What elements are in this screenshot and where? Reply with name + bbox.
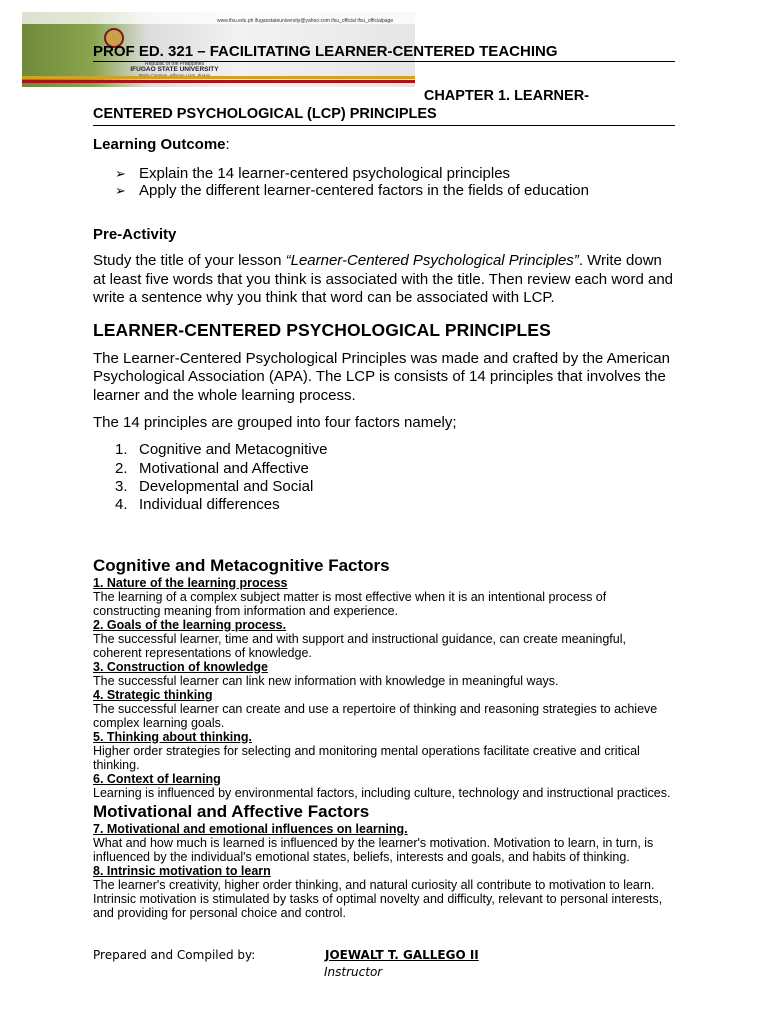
list-number: 3. [115, 477, 128, 495]
principle-title: 5. Thinking about thinking. [93, 729, 253, 744]
principle-title: 8. Intrinsic motivation to learn [93, 863, 271, 878]
principle-body: The successful learner can create and use a repertoire of thinking and reasoning strategies to achieve complex learning goals. [93, 701, 658, 730]
main-heading: LEARNER-CENTERED PSYCHOLOGICAL PRINCIPLES [93, 320, 551, 341]
list-item [93, 478, 677, 496]
principle-title: 7. Motivational and emotional influences on learning. [93, 821, 408, 836]
list-item [93, 460, 677, 478]
arrow-bullet-icon: ➢ [115, 183, 126, 199]
banner-red-bar [22, 80, 415, 83]
learning-outcome-label: Learning Outcome [93, 136, 226, 153]
principle-body: Higher order strategies for selecting and monitoring mental operations facilitate creative and critical thinking. [93, 743, 640, 772]
principle-body: What and how much is learned is influenced by the learner's motivation. Motivation to learn, in turn, is influenced by the individual's emotional states, beliefs, interests and goals, and habits of thinking. [93, 835, 654, 864]
chapter-title-line2: CENTERED PSYCHOLOGICAL (LCP) PRINCIPLES [93, 106, 437, 122]
principle-body: The successful learner can link new information with knowledge in meaningful ways. [93, 673, 559, 688]
principle-title: 1. Nature of the learning process [93, 575, 288, 590]
factor-label: Individual differences [139, 496, 280, 514]
principle-title: 2. Goals of the learning process. [93, 617, 287, 632]
banner-contacts: www.ifsu.edu.ph ifugaostateuniversity@yahoo.com ifsu_official ifsu_officialpage [217, 18, 394, 24]
arrow-bullet-icon: ➢ [115, 166, 126, 182]
list-number: 4. [115, 496, 128, 514]
prepared-by-label: Prepared and Compiled by: [93, 948, 256, 962]
factor-label: Motivational and Affective [139, 459, 309, 477]
instructor-name: JOEWALT T. GALLEGO II [325, 948, 479, 962]
factors-list [93, 441, 677, 514]
pre-activity-text-start: Study the title of your lesson [93, 252, 286, 270]
principle-body: Learning is influenced by environmental factors, including culture, technology and instructional practices. [93, 785, 671, 800]
outcome-text: Apply the different learner-centered factors in the fields of education [139, 182, 589, 200]
chapter-title-line1: CHAPTER 1. LEARNER- [423, 88, 589, 104]
learning-outcome-colon: : [225, 136, 230, 153]
motivational-section-heading: Motivational and Affective Factors [93, 801, 370, 821]
outcome-text: Explain the 14 learner-centered psychological principles [139, 165, 511, 183]
pre-activity-heading: Pre-Activity [93, 226, 177, 244]
learning-outcome-list [93, 165, 677, 199]
pre-activity-text-end: . Write down at least five words that you think is associated with the title. Then review each word and write a sentence why you think that word can be associated with LCP. [93, 252, 674, 306]
factor-label: Developmental and Social [139, 477, 314, 495]
banner-gold-bar [22, 76, 415, 79]
document-body [93, 136, 677, 920]
learning-outcome-heading [93, 136, 677, 154]
principle-body: The learner's creativity, higher order thinking, and natural curiosity all contribute to motivation to learn. Intrinsic motivation is stimulated by tasks of optimal novelty and difficulty, relevant to personal interests, and providing for personal choice and control. [93, 877, 663, 920]
principle-title: 4. Strategic thinking [93, 687, 213, 702]
republic-text: Republic of the Philippines [145, 61, 204, 67]
list-item [93, 165, 677, 182]
pre-activity-text [93, 252, 677, 307]
list-item [93, 496, 677, 514]
factors-intro: The 14 principles are grouped into four factors namely; [93, 414, 457, 432]
principle-body: The learning of a complex subject matter is most effective when it is an intentional process of constructing meaning from information and experience. [93, 589, 607, 618]
list-item [93, 441, 677, 459]
list-number: 2. [115, 459, 128, 477]
principle-title: 3. Construction of knowledge [93, 659, 269, 674]
principle-body: The successful learner, time and with support and instructional guidance, can create meaningful, coherent representations of knowledge. [93, 631, 626, 660]
course-title: PROF ED. 321 – FACILITATING LEARNER-CENTERED TEACHING [93, 43, 675, 62]
pre-activity-quoted-title: “Learner-Centered Psychological Principles” [285, 252, 579, 270]
principle-title: 6. Context of learning [93, 771, 221, 786]
factor-label: Cognitive and Metacognitive [139, 441, 328, 459]
list-item [93, 182, 677, 199]
chapter-title [93, 87, 675, 126]
cognitive-section-heading: Cognitive and Metacognitive Factors [93, 555, 390, 575]
instructor-role: Instructor [324, 965, 383, 979]
lcp-intro-paragraph: The Learner-Centered Psychological Principles was made and crafted by the American Psychological Association (APA). The LCP is consists of 14 principles that involves the learner and the whole learning process. [93, 350, 670, 404]
list-number: 1. [115, 441, 128, 459]
university-name: IFUGAO STATE UNIVERSITY [130, 66, 219, 74]
